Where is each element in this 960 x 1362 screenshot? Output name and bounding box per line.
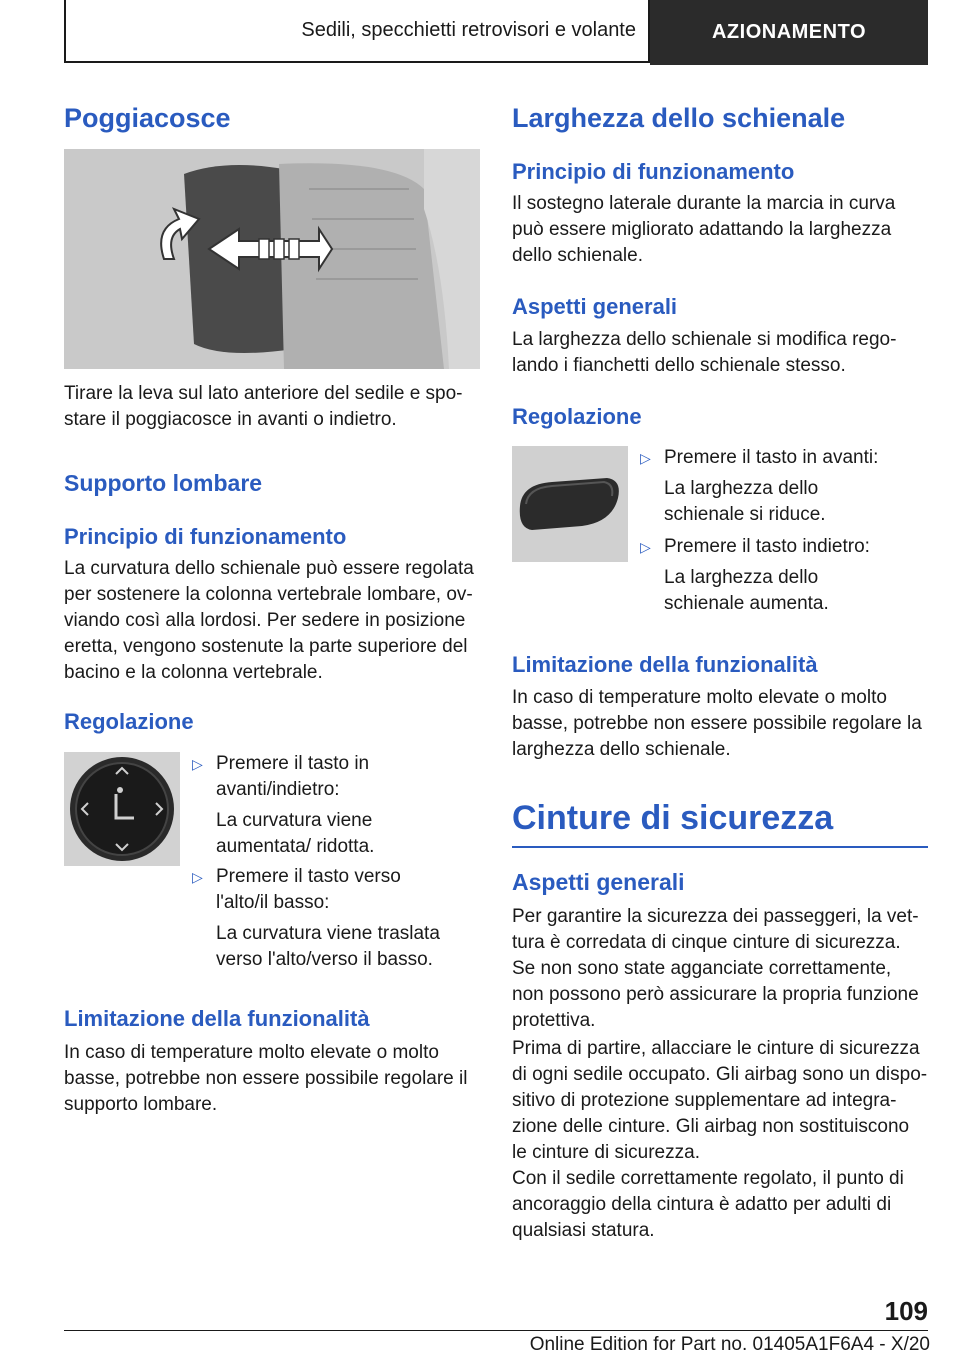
list-item-text: Premere il tasto indietro: (664, 536, 870, 557)
cinture-paragraph-1: Per garantire la sicurezza dei passeggeri, la vettura è corredata di cinque cinture di sicurezza. Se non sono state agganciate correttamente, non possono però assicurare la propria funzione protettiva. (512, 906, 919, 1031)
list-item-subtext: La curvatura viene aumentata/ ridotta. (216, 810, 375, 857)
limitazione-text: In caso di temperature molto elevate o molto basse, potrebbe non essere possibile regolare il supporto lombare. (64, 1042, 468, 1115)
thigh-support-image (64, 149, 480, 369)
limitazione-heading: Limitazione della funzionalità (64, 1006, 370, 1031)
poggiacosce-heading: Poggiacosce (64, 103, 231, 133)
limitazione-heading: Limitazione della funzionalità (512, 652, 818, 677)
cinture-paragraph-3: Con il sedile correttamente regolato, il punto di ancoraggio della cintura è adatto per adulti di qualsiasi statura. (512, 1168, 904, 1241)
page-number: 109 (884, 1296, 928, 1326)
list-item-subtext: La larghezza dello schienale aumenta. (664, 567, 829, 614)
principio-heading: Principio di funzionamento (64, 524, 347, 549)
triangle-bullet-icon: ▷ (192, 869, 203, 885)
edition-info: Online Edition for Part no. 01405A1F6A4 - X/20 (529, 1334, 930, 1355)
poggiacosce-text: Tirare la leva sul lato anteriore del sedile e spostare il poggiacosce in avanti o indietro. (64, 383, 463, 430)
cinture-aspetti-heading: Aspetti generali (512, 869, 685, 895)
list-item (640, 534, 904, 619)
aspetti-text: La larghezza dello schienale si modifica regolando i fianchetti dello schienale stesso. (512, 329, 897, 376)
principio-text: La curvatura dello schienale può essere regolata per sostenere la colonna vertebrale lombare, ovviando così alla lordosi. Per sedere in posizione eretta, vengono sostenute la parte superiore del bacino e la colonna vertebrale. (64, 558, 474, 683)
list-item (192, 864, 456, 984)
list-item-subtext: La curvatura viene traslata verso l'alto/verso il basso. (216, 923, 440, 970)
list-item-text: Premere il tasto verso l'alto/il basso: (216, 866, 401, 913)
regolazione-heading: Regolazione (64, 709, 194, 734)
list-item (640, 445, 904, 530)
larghezza-heading: Larghezza dello schienale (512, 103, 846, 133)
principio-text: Il sostegno laterale durante la marcia in curva può essere migliorato adattando la larghezza dello schienale. (512, 193, 896, 266)
triangle-bullet-icon: ▷ (640, 539, 651, 555)
cinture-heading: Cinture di sicurezza (512, 798, 928, 848)
left-bullet-list (192, 751, 456, 981)
list-item-text: Premere il tasto in avanti/indietro: (216, 753, 370, 800)
lumbar-switch-illustration (64, 752, 180, 866)
chapter-tab: AZIONAMENTO (650, 0, 928, 65)
footer-divider (64, 1330, 928, 1331)
lumbar-control-image (64, 752, 180, 866)
width-switch-illustration (512, 446, 628, 562)
thigh-support-illustration (64, 149, 480, 369)
lombare-heading: Supporto lombare (64, 470, 263, 496)
list-item-subtext: La larghezza dello schienale si riduce. (664, 478, 826, 525)
cinture-paragraph-2: Prima di partire, allacciare le cinture di sicurezza di ogni sedile occupato. Gli airbag sono un dispositivo di protezione supplementare ad integrazione delle cinture. Gli airbag non sostituiscono le cinture di sicurezza. (512, 1038, 928, 1163)
section-title: Sedili, specchietti retrovisori e volante (64, 0, 650, 63)
regolazione-heading: Regolazione (512, 404, 642, 429)
aspetti-heading: Aspetti generali (512, 294, 678, 319)
triangle-bullet-icon: ▷ (640, 450, 651, 466)
principio-heading: Principio di funzionamento (512, 159, 795, 184)
triangle-bullet-icon: ▷ (192, 756, 203, 772)
width-control-image (512, 446, 628, 562)
right-bullet-list (640, 445, 904, 615)
limitazione-text: In caso di temperature molto elevate o molto basse, potrebbe non essere possibile regolare la larghezza dello schienale. (512, 687, 922, 760)
list-item-text: Premere il tasto in avanti: (664, 447, 879, 468)
page-header (64, 0, 928, 64)
list-item (192, 751, 456, 871)
